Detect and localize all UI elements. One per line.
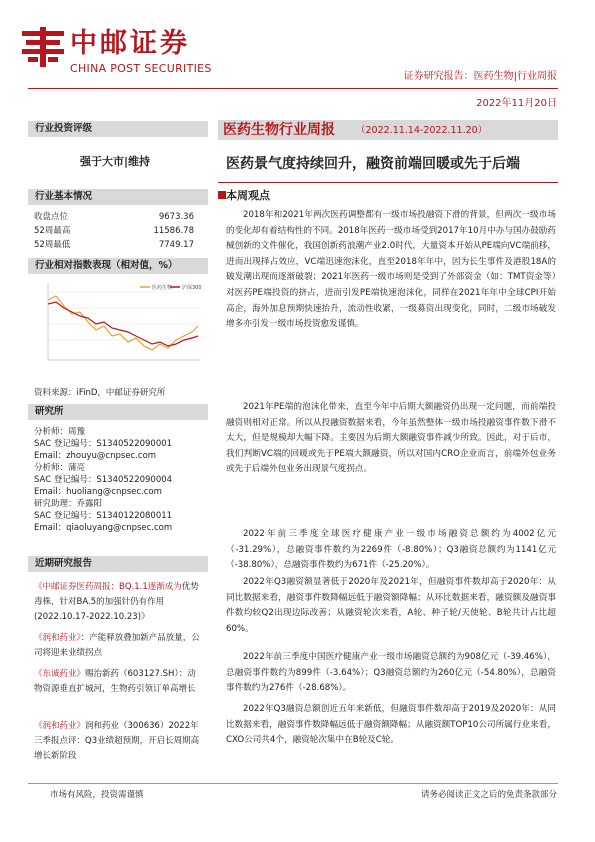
- subtitle-divider: [218, 182, 558, 183]
- relative-index-chart: [32, 278, 204, 382]
- analyst-line: SAC 登记编号：S1340522090001: [34, 439, 173, 449]
- report-type: 证券研究报告：医药生物|行业周报: [403, 71, 557, 82]
- rating-label: 行业投资评级: [28, 121, 208, 137]
- report-title: 医药生物行业周报: [223, 122, 335, 138]
- body-paragraph: 2018年和2021年两次医药调整都有一级市场投融资下滑的背景，但两次一级市场的变化却有着结构性的不同。2018年医药一级市场受到2017年10月中办与国办鼓励药械创新的文件催化，我国创新药浪潮产业2.0时代，大量资本开始从PE端向VC端前移，进而出现择占效应，VC端迅速泡沫化，直至2018年年中，因为长生事件及港股18A的破发潮出现而逐渐破裂；2021年医药一级市场则是受到了外部资金（如：TMT资金等）对医药PE端投资的挤占，进而引发PE端快速泡沫化，同样在2021年年中全球CPI开始高企，海外加息预期快速抬升，流动性收紧，一级募资出现变化，同时，二级市场破发增多亦引发一级市场投资愈发谨慎。: [226, 210, 556, 330]
- section-heading: 本周观点: [226, 189, 270, 202]
- legend-hs300: 沪深300: [182, 285, 202, 291]
- footer-risk-note: 市场有风险，投资需谨慎: [50, 790, 144, 800]
- header-divider: [28, 88, 558, 89]
- body-paragraph: 2021年PE端的泡沫化带来，直至今年中后期大额融资仍出现一定问题，而前端投融资则相对正常。所以从投融资数据来看，今年虽然整体一级市场投融资事件数下滑不太大，但是规模却大幅下降。主要因为后期大额融资事件减少所致。因此，对于后市，我们判断VC端的回暖或先于PE端大额融资，所以对国内CRO企业而言，前端外包业务或先于后端外包业务出现景气度拐点。: [226, 402, 556, 475]
- recent-report-item[interactable]: 《东诚药业》赐治新药（603127.SH）：动物资源垂直扩城河，生物药引领订单高增长: [34, 669, 196, 694]
- analyst-line: SAC 登记编号：S1340122080011: [34, 511, 173, 521]
- report-period: （2022.11.14-2022.11.20）: [356, 125, 488, 136]
- analyst-line: 分析师：蒲亮: [34, 463, 86, 473]
- recent-reports-label: 近期研究报告: [28, 556, 208, 572]
- analysts-label: 研究所: [28, 404, 208, 420]
- basic-info-label: 行业基本情况: [28, 189, 208, 205]
- legend-medicine: 医药生物: [152, 285, 173, 291]
- chart-source: 资料来源：iFinD，中邮证券研究所: [34, 388, 166, 398]
- body-paragraph: 2022年Q3融资额显著低于2020年及2021年，但融资事件数却高于2020年：从同比数据来看，融资事件数降幅远低于融资额降幅；从环比数据来看，融资额及融资事件数均较Q2出现边际改善；从融资轮次来看，A轮、种子轮/天使轮、B轮共计占比超60%。: [226, 577, 556, 634]
- chart-label: 行业相对指数表现（相对值，%）: [28, 258, 208, 274]
- analyst-line: Email：zhouyu@cnpsec.com: [34, 451, 157, 461]
- report-subtitle: 医药景气度持续回升，融资前端回暖或先于后端: [226, 156, 520, 172]
- rating-value: 强于大市|维持: [80, 155, 151, 168]
- section-bullet-icon: [218, 191, 226, 199]
- recent-report-item[interactable]: 《润和药业》润和药业（300636）2022年三季报点评：Q3业绩超预期，开启长周期高增长新阶段: [34, 721, 200, 761]
- footer-divider: [28, 783, 558, 784]
- logo-text-cn: 中邮证券: [70, 28, 190, 59]
- chart-gridlines: [48, 292, 200, 340]
- recent-report-item[interactable]: 《润和药业》：产能释放叠加新产品放量，公司将迎来业绩拐点: [34, 633, 200, 658]
- logo-text-en: CHINA POST SECURITIES: [70, 62, 212, 75]
- body-paragraph: 2022年前三季度中国医疗健康产业一级市场融资总额约为908亿元（-39.46%），总融资事件数约为899件（-3.64%）；Q3融资总额约为260亿元（-54.80%），总融资事件数约为276件（-28.68%）。: [226, 652, 556, 694]
- china-post-logo-icon: [22, 27, 64, 67]
- report-date: 2022年11月20日: [476, 98, 557, 109]
- basic-row: 收盘点位 9673.36: [34, 212, 194, 222]
- footer-disclaimer: 请务必阅读正文之后的免责条款部分: [420, 790, 557, 800]
- chart-legend: [140, 284, 202, 291]
- analyst-line: Email：huoliang@cnpsec.com: [34, 487, 162, 497]
- basic-row: 52周最高 11586.78: [34, 226, 194, 236]
- body-paragraph: 2022年前三季度全球医疗健康产业一级市场融资总额约为4002亿元（-31.29%），总融资事件数约为2269件（-8.80%）；Q3融资总额约为1141亿元（-38.80%），总融资事件数约为671件（-25.20%）。: [226, 529, 556, 571]
- basic-row: 52周最低 7749.17: [34, 240, 194, 250]
- series-line-medicine: [48, 296, 198, 350]
- analyst-line: SAC 登记编号：S1340522090004: [34, 475, 173, 485]
- recent-report-item[interactable]: 《中邮证券医药周报：BQ.1.1逐渐成为优势毒株，针对BA.5的加强针仍有作用(2022.10.17-2022.10.23)》: [34, 582, 199, 622]
- analyst-line: 分析师：周豫: [34, 427, 86, 437]
- analyst-line: 研究助理：乔露阳: [34, 499, 103, 509]
- body-paragraph: 2022年Q3融资总额创近五年来新低，但融资事件数却高于2019及2020年：从同比数据来看，融资事件数降幅远低于融资额降幅；从融资额TOP10公司所属行业来看，CXO公司共4个，融资轮次集中在B轮及C轮。: [226, 704, 556, 746]
- analyst-line: Email：qiaoluyang@cnpsec.com: [34, 523, 173, 533]
